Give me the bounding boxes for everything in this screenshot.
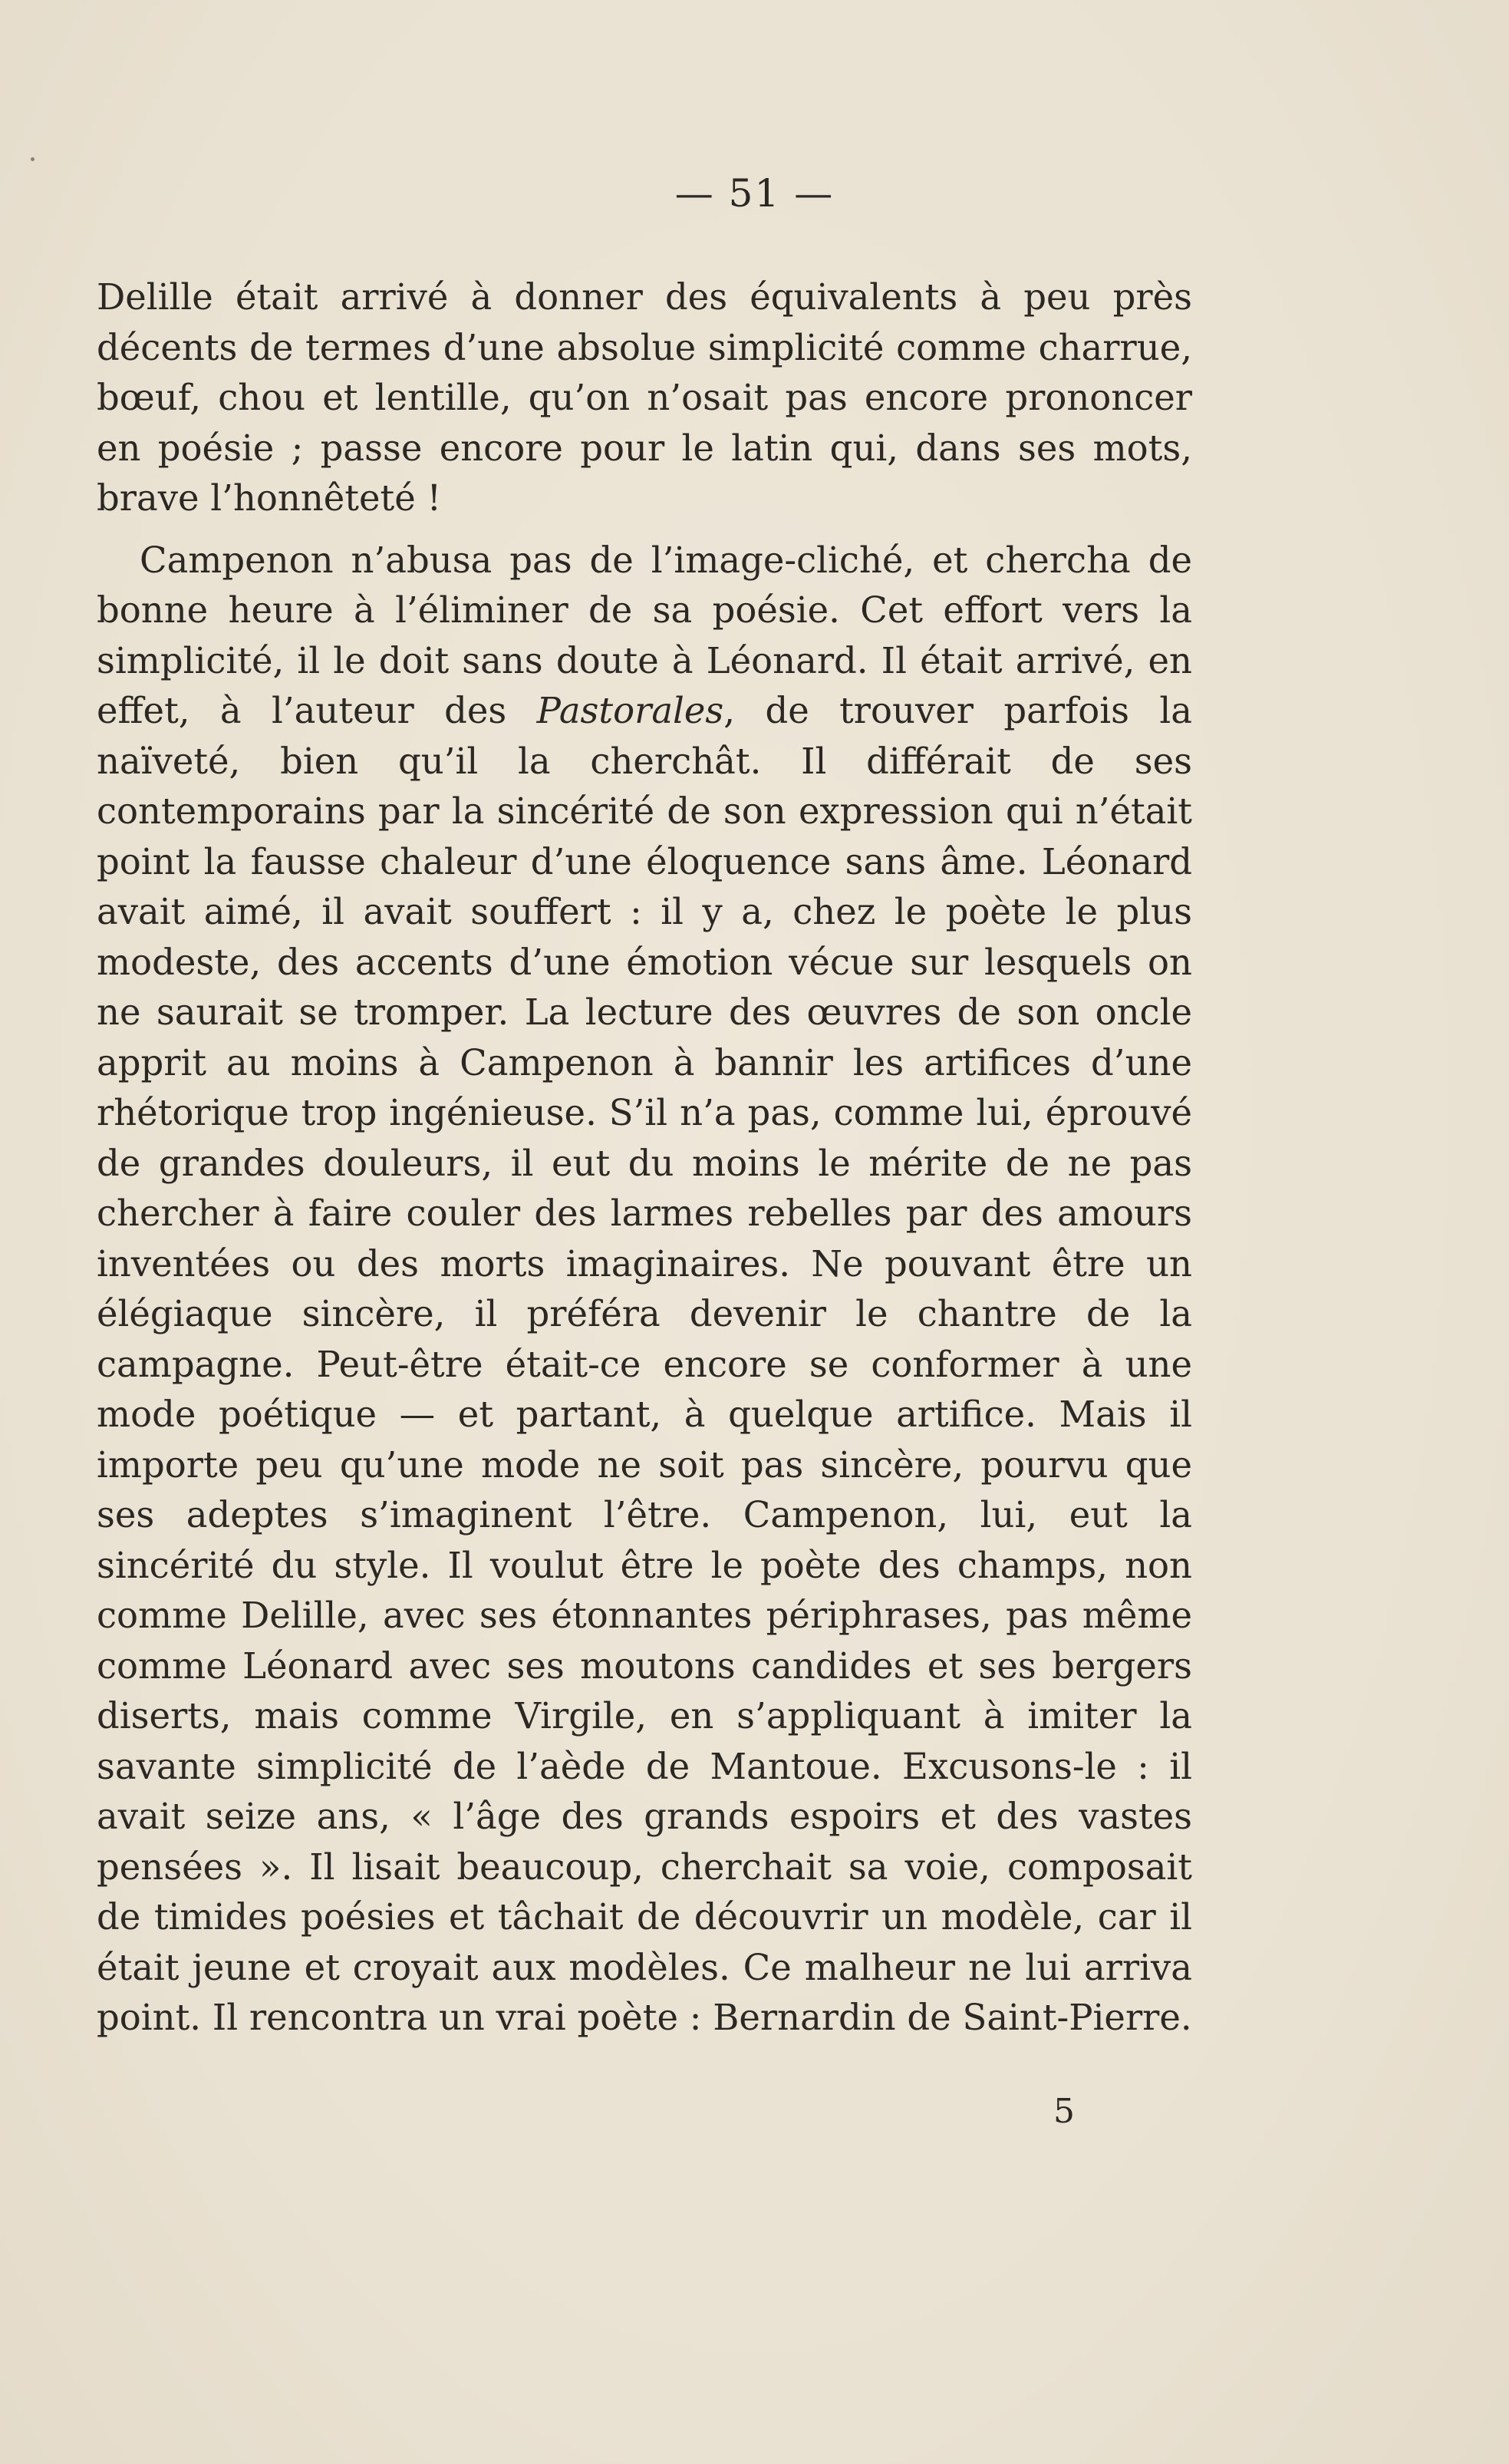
body-text bbox=[97, 272, 1192, 2043]
page-number: — 51 — bbox=[674, 171, 835, 216]
paragraph-2 bbox=[97, 536, 1192, 2043]
paper-speck bbox=[31, 157, 35, 161]
paragraph-1: Delille était arrivé à donner des équivalents à peu près décents de termes d’une absolue simplicité comme charrue, bœuf, chou et lentille, qu’on n’osait pas encore prononcer en poésie ; passe encore pour le latin qui, dans ses mots, brave l’honnêteté ! bbox=[97, 276, 1192, 519]
work-title-pastorales: Pastorales bbox=[536, 690, 724, 731]
paragraph-2-text-before-title: Campenon n’abusa pas de l’image-cliché, et chercha de bonne heure à l’éliminer de sa poésie. Cet effort vers la simplicité, il le doit sans doute à Léonard. Il était arrivé, en effet, à l’auteur des bbox=[97, 539, 1192, 731]
paragraph-2-text-after-title: , de trouver parfois la naïveté, bien qu’il la cherchât. Il différait de ses contemporains par la sincérité de son expression qui n’était point la fausse chaleur d’une éloquence sans âme. Léonard avait aimé, il avait souffert : il y a, chez le poète le plus modeste, des accents d’une émotion vécue sur lesquels on ne saurait se tromper. La lecture des œuvres de son oncle apprit au moins à Campenon à bannir les artifices d’une rhétorique trop ingénieuse. S’il n’a pas, comme lui, éprouvé de grandes douleurs, il eut du moins le mérite de ne pas chercher à faire couler des larmes rebelles par des amours inventées ou des morts imaginaires. Ne pouvant être un élégiaque sincère, il préféra devenir le chantre de la campagne. Peut-être était-ce encore se conformer à une mode poétique — et partant, à quelque artifice. Mais il importe peu qu’une mode ne soit pas sincère, pourvu que ses adeptes s’imaginent l’être. Campenon, lui, eut la sincérité du style. Il voulut être le poète des champs, non comme Delille, avec ses étonnantes périphrases, pas même comme Léonard avec ses moutons candides et ses bergers diserts, mais comme Virgile, en s’appliquant à imiter la savante simplicité de l’aède de Mantoue. Excusons-le : il avait seize ans, « l’âge des grands espoirs et des vastes pensées ». Il lisait beaucoup, cherchait sa voie, composait de timides poésies et tâchait de découvrir un modèle, car il était jeune et croyait aux modèles. Ce malheur ne lui arriva point. Il rencontra un vrai poète : Bernardin de Saint-Pierre. bbox=[97, 690, 1192, 2038]
signature-mark: 5 bbox=[1053, 2092, 1075, 2131]
